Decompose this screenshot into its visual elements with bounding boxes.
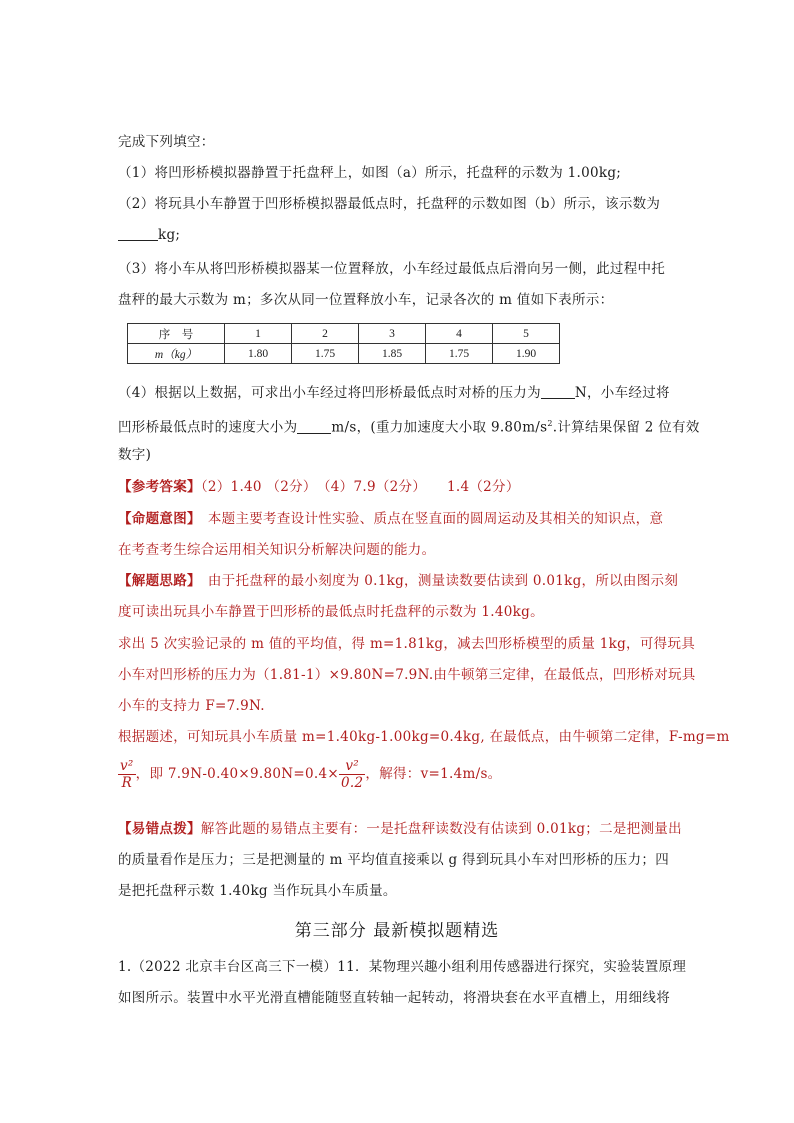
fraction-numerator: v² xyxy=(120,758,134,774)
idea-text: 由于托盘秤的最小刻度为 0.1kg，测量读数要估读到 0.01kg，所以由图示刻 xyxy=(194,573,679,589)
question-2-line-1: （2）将玩具小车静置于凹形桥模拟器最低点时，托盘秤的示数如图（b）所示，该示数为 xyxy=(118,196,661,212)
mistake-line-1 xyxy=(118,819,682,839)
table-cell: 1.90 xyxy=(493,344,560,364)
data-table xyxy=(127,323,560,364)
table-header-cell: m（kg） xyxy=(128,344,225,364)
answer-blank xyxy=(118,226,158,241)
question-4-line-1 xyxy=(118,383,678,403)
superscript: 2 xyxy=(547,419,553,428)
equation-text: ，即 7.9N-0.40×9.80N=0.4× xyxy=(135,766,340,782)
table-cell: 4 xyxy=(426,324,493,344)
fraction-v2-over-0-2 xyxy=(339,758,365,791)
question-4-line-3: 数字) xyxy=(118,447,152,463)
reference-answer-tag: 【参考答案】 xyxy=(118,479,201,495)
table-cell: 5 xyxy=(493,324,560,344)
intent-line-2: 在考查考生综合运用相关知识分析解决问题的能力。 xyxy=(118,542,436,558)
question-3-line-2: 盘秤的最大示数为 m；多次从同一位置释放小车，记录各次的 m 值如下表所示： xyxy=(118,292,614,308)
intent-text: 本题主要考查设计性实验、质点在竖直面的圆周运动及其相关的知识点，意 xyxy=(194,511,664,527)
equation-text: ，解得：v=1.4m/s。 xyxy=(365,766,502,782)
idea-line-2: 度可读出玩具小车静置于凹形桥的最低点时托盘秤的示数为 1.40kg。 xyxy=(118,604,544,620)
table-cell: 1.75 xyxy=(426,344,493,364)
mistake-text: 解答此题的易错点主要有：一是托盘秤读数没有估读到 0.01kg；二是把测量出 xyxy=(200,821,682,837)
question-1: （1）将凹形桥模拟器静置于托盘秤上，如图（a）所示，托盘秤的示数为 1.00kg; xyxy=(118,165,622,181)
equation-line xyxy=(118,757,678,791)
section-title: 第三部分 最新模拟题精选 xyxy=(294,921,500,941)
question-2-unit: kg; xyxy=(158,227,181,243)
question-4-text: 凹形桥最低点时的速度大小为 xyxy=(118,419,298,436)
mistake-line-2: 的质量看作是压力；三是把测量的 m 平均值直接乘以 g 得到玩具小车对凹形桥的压力；四 xyxy=(118,852,670,868)
idea-line-1 xyxy=(118,571,678,591)
question-4-text: .计算结果保留 2 位有效 xyxy=(552,419,700,436)
solution-line-4: 根据题述，可知玩具小车质量 m=1.40kg-1.00kg=0.4kg, 在最低点，由牛顿第二定律，F-mg=m xyxy=(118,729,730,745)
question-2-line-2 xyxy=(118,225,678,245)
fraction-numerator: v² xyxy=(339,758,365,775)
idea-tag: 【解题思路】 xyxy=(118,573,195,589)
answer-blank xyxy=(541,384,575,399)
fraction-denominator: 0.2 xyxy=(341,775,364,791)
table-cell: 1 xyxy=(225,324,292,344)
fraction-denominator: R xyxy=(121,775,133,791)
question-4-text: N，小车经过将 xyxy=(574,385,670,401)
intent-line-1 xyxy=(118,509,678,529)
solution-line-1: 求出 5 次实验记录的 m 值的平均值，得 m=1.81kg，减去凹形桥模型的质量 1kg，可得玩具 xyxy=(118,636,696,652)
table-row xyxy=(128,344,560,364)
question-4-text: （4）根据以上数据，可求出小车经过将凹形桥最低点时对桥的压力为 xyxy=(118,385,541,401)
reference-answer-text: （2）1.40 （2分） （4）7.9（2分） 1.4（2分） xyxy=(200,479,520,495)
question-4-text: m/s，(重力加速度大小取 9.80m/s xyxy=(331,419,548,436)
next-question-line-1: 1.（2022 北京丰台区高三下一模）11．某物理兴趣小组利用传感器进行探究，实验装置原理 xyxy=(118,959,687,975)
question-3-line-1: （3）将小车从将凹形桥模拟器某一位置释放，小车经过最低点后滑向另一侧，此过程中托 xyxy=(118,261,666,277)
table-cell: 3 xyxy=(359,324,426,344)
solution-line-2: 小车对凹形桥的压力为（1.81-1）×9.80N=7.9N.由牛顿第三定律，在最低点，凹形桥对玩具 xyxy=(118,667,696,683)
table-cell: 1.80 xyxy=(225,344,292,364)
answer-blank xyxy=(297,419,331,434)
table-header-cell: 序 号 xyxy=(128,324,225,344)
table-row xyxy=(128,324,560,344)
table-cell: 1.75 xyxy=(292,344,359,364)
question-4-line-2 xyxy=(118,414,700,438)
fraction-v2-over-r xyxy=(118,758,136,791)
intro-text: 完成下列填空： xyxy=(118,134,215,150)
solution-line-3: 小车的支持力 F=7.9N. xyxy=(118,698,265,714)
next-question-line-2: 如图所示。装置中水平光滑直槽能随竖直转轴一起转动，将滑块套在水平直槽上，用细线将 xyxy=(118,990,670,1006)
mistake-line-3: 是把托盘秤示数 1.40kg 当作玩具小车质量。 xyxy=(118,883,397,899)
reference-answer xyxy=(118,477,678,497)
intent-tag: 【命题意图】 xyxy=(118,511,195,527)
table-cell: 2 xyxy=(292,324,359,344)
mistake-tag: 【易错点拨】 xyxy=(118,821,201,837)
table-cell: 1.85 xyxy=(359,344,426,364)
